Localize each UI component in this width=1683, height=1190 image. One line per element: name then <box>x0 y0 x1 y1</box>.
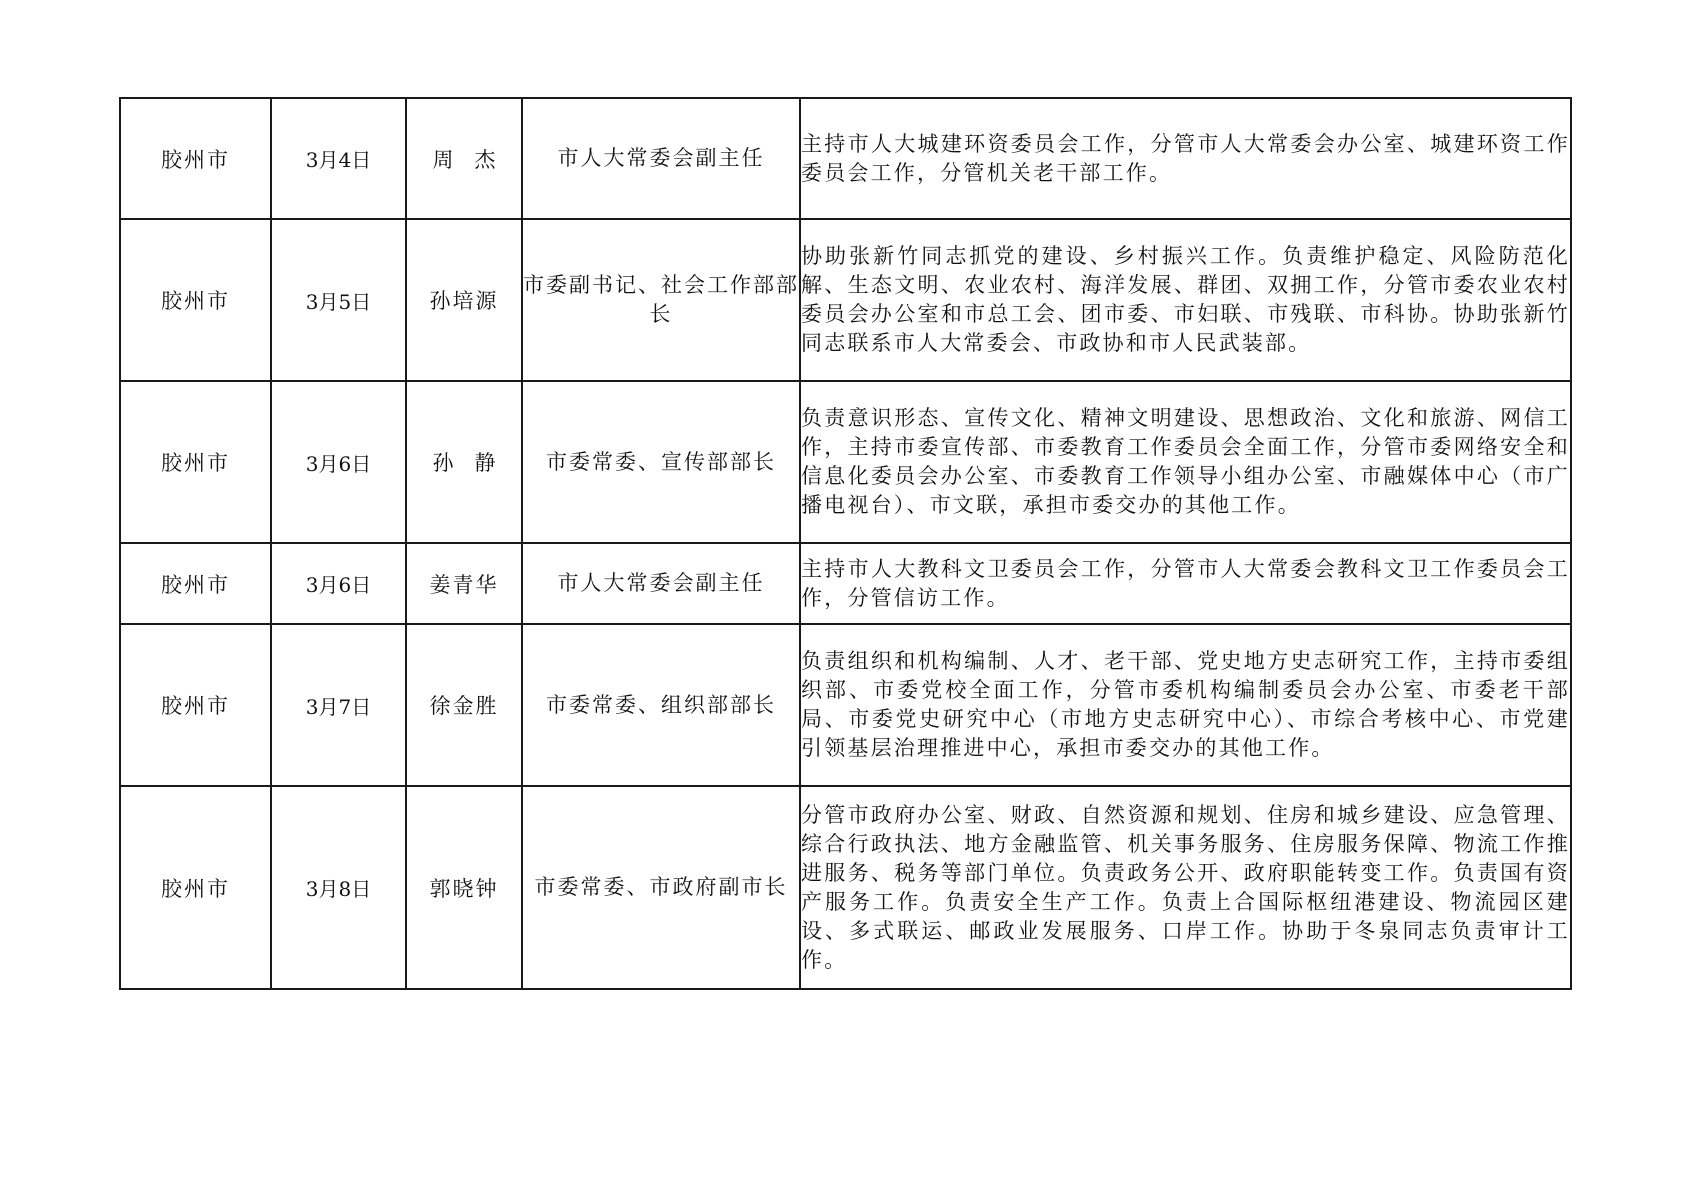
city-cell: 胶州市 <box>120 98 271 219</box>
table-row <box>120 786 1571 989</box>
duty-cell: 主持市人大城建环资委员会工作，分管市人大常委会办公室、城建环资工作委员会工作，分管机关老干部工作。 <box>800 98 1571 219</box>
position-cell: 市人大常委会副主任 <box>522 98 800 219</box>
position-cell: 市人大常委会副主任 <box>522 543 800 624</box>
duty-cell: 分管市政府办公室、财政、自然资源和规划、住房和城乡建设、应急管理、综合行政执法、地方金融监管、机关事务服务、住房服务保障、物流工作推进服务、税务等部门单位。负责政务公开、政府职能转变工作。负责国有资产服务工作。负责安全生产工作。负责上合国际枢纽港建设、物流园区建设、多式联运、邮政业发展服务、口岸工作。协助于冬泉同志负责审计工作。 <box>800 786 1571 989</box>
table-row <box>120 624 1571 786</box>
duty-cell: 主持市人大教科文卫委员会工作，分管市人大常委会教科文卫工作委员会工作，分管信访工作。 <box>800 543 1571 624</box>
duty-cell: 负责组织和机构编制、人才、老干部、党史地方史志研究工作，主持市委组织部、市委党校全面工作，分管市委机构编制委员会办公室、市委老干部局、市委党史研究中心（市地方史志研究中心）、市综合考核中心、市党建引领基层治理推进中心，承担市委交办的其他工作。 <box>800 624 1571 786</box>
name-text: 郭晓钟 <box>429 876 499 901</box>
name-cell <box>406 624 522 786</box>
duty-cell: 负责意识形态、宣传文化、精神文明建设、思想政治、文化和旅游、网信工作，主持市委宣传部、市委教育工作委员会全面工作，分管市委网络安全和信息化委员会办公室、市委教育工作领导小组办公室、市融媒体中心（市广播电视台）、市文联，承担市委交办的其他工作。 <box>800 381 1571 543</box>
city-cell: 胶州市 <box>120 624 271 786</box>
name-text: 孙 静 <box>432 451 496 475</box>
position-cell: 市委常委、组织部部长 <box>522 624 800 786</box>
position-cell: 市委常委、市政府副市长 <box>522 786 800 989</box>
date-cell: 3月4日 <box>271 98 406 219</box>
date-cell: 3月7日 <box>271 624 406 786</box>
table-row <box>120 381 1571 543</box>
table-row <box>120 219 1571 381</box>
duty-table <box>119 97 1572 990</box>
date-cell: 3月8日 <box>271 786 406 989</box>
date-cell: 3月6日 <box>271 543 406 624</box>
table-row <box>120 543 1571 624</box>
position-cell: 市委常委、宣传部部长 <box>522 381 800 543</box>
name-cell <box>406 543 522 624</box>
name-cell <box>406 98 522 219</box>
city-cell: 胶州市 <box>120 219 271 381</box>
name-text: 姜青华 <box>429 572 499 597</box>
name-text: 徐金胜 <box>429 694 499 718</box>
city-cell: 胶州市 <box>120 381 271 543</box>
city-cell: 胶州市 <box>120 786 271 989</box>
date-cell: 3月6日 <box>271 381 406 543</box>
name-text: 周 杰 <box>432 147 496 172</box>
position-cell: 市委副书记、社会工作部部长 <box>522 219 800 381</box>
city-cell: 胶州市 <box>120 543 271 624</box>
name-text: 孙培源 <box>429 289 499 313</box>
duty-cell: 协助张新竹同志抓党的建设、乡村振兴工作。负责维护稳定、风险防范化解、生态文明、农业农村、海洋发展、群团、双拥工作，分管市委农业农村委员会办公室和市总工会、团市委、市妇联、市残联、市科协。协助张新竹同志联系市人大常委会、市政协和市人民武装部。 <box>800 219 1571 381</box>
name-cell <box>406 786 522 989</box>
name-cell <box>406 381 522 543</box>
name-cell <box>406 219 522 381</box>
table-row <box>120 98 1571 219</box>
date-cell: 3月5日 <box>271 219 406 381</box>
